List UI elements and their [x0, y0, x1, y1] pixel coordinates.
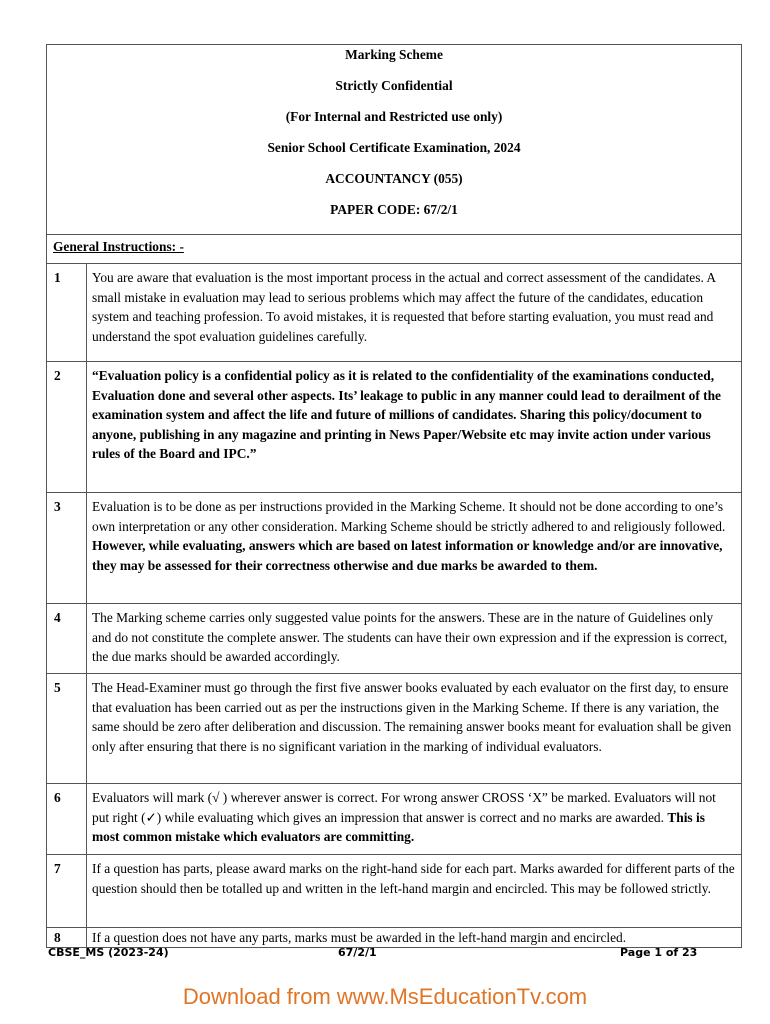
footer-center: 67/2/1	[338, 946, 377, 959]
instruction-row	[47, 604, 741, 674]
header-exam: Senior School Certificate Examination, 2024	[267, 140, 521, 155]
instruction-number: 5	[47, 674, 87, 783]
footer-left: CBSE_MS (2023-24)	[48, 946, 169, 959]
instruction-text: You are aware that evaluation is the most important process in the actual and correct assessment of the candidates. A small mistake in evaluation may lead to serious problems which may affect the future of the candidates, education system and teaching profession. To avoid mistakes, it is requested that before starting evaluation, you must read and understand the spot evaluation guidelines carefully.	[92, 270, 716, 344]
instruction-row	[47, 362, 741, 493]
general-instructions-heading: General Instructions: -	[47, 235, 741, 264]
header-subject: ACCOUNTANCY (055)	[325, 171, 463, 186]
instruction-text: The Marking scheme carries only suggested value points for the answers. These are in the nature of Guidelines only and do not constitute the complete answer. The students can have their own expression and if the expression is correct, the due marks should be awarded accordingly.	[92, 610, 728, 665]
instruction-number: 7	[47, 855, 87, 927]
instruction-text: The Head-Examiner must go through the first five answer books evaluated by each evaluator on the first day, to ensure that evaluation has been carried out as per the instructions given in the Marking Scheme. If there is any variation, the same should be zero after deliberation and discussion. The remaining answer books meant for evaluation shall be given only after ensuring that there is no significant variation in the marking of individual evaluators.	[92, 680, 732, 754]
instruction-text: If a question has parts, please award marks on the right-hand side for each part. Marks awarded for different parts of the question should then be totalled up and written in the left-hand margin and encircled. This may be followed strictly.	[92, 861, 735, 896]
instruction-number: 6	[47, 784, 87, 854]
header-confidential: Strictly Confidential	[335, 78, 453, 93]
instruction-number: 8	[47, 928, 87, 947]
instruction-row	[47, 674, 741, 784]
instruction-row	[47, 264, 741, 362]
instruction-row	[47, 784, 741, 855]
instruction-number: 2	[47, 362, 87, 492]
marking-scheme-table	[46, 44, 742, 948]
instruction-number: 3	[47, 493, 87, 603]
instruction-text: Evaluators will mark (√ ) wherever answer is correct. For wrong answer CROSS ‘X” be marked. Evaluators will not put right (✓) while evaluating which gives an impression that answer is correct and no marks are awarded. This is most common mistake which evaluators are committing.	[92, 790, 716, 845]
instruction-row	[47, 855, 741, 928]
header-restricted: (For Internal and Restricted use only)	[285, 109, 503, 124]
instruction-text: “Evaluation policy is a confidential policy as it is related to the confidentiality of the examinations conducted, Evaluation done and several other aspects. Its’ leakage to public in any manner could lead to derailment of the examination system and affect the life and future of millions of candidates. Sharing this policy/document to anyone, publishing in any magazine and printing in News Paper/Website etc may invite action under various rules of the Board and IPC.”	[92, 368, 721, 462]
instruction-row	[47, 928, 741, 948]
download-link[interactable]: Download from www.MsEducationTv.com	[182, 984, 588, 1009]
footer-page-number: Page 1 of 23	[620, 946, 698, 959]
document-header	[47, 45, 741, 235]
header-title: Marking Scheme	[345, 47, 443, 62]
header-paper-code: PAPER CODE: 67/2/1	[330, 202, 458, 217]
instruction-text: If a question does not have any parts, marks must be awarded in the left-hand margin and encircled.	[92, 930, 627, 945]
instruction-row	[47, 493, 741, 604]
instruction-number: 1	[47, 264, 87, 361]
instruction-number: 4	[47, 604, 87, 673]
instruction-text: Evaluation is to be done as per instructions provided in the Marking Scheme. It should not be done according to one’s own interpretation or any other consideration. Marking Scheme should be strictly adhered to and religiously followed. However, while evaluating, answers which are based on latest information or knowledge and/or are innovative, they may be assessed for their correctness otherwise and due marks be awarded to them.	[92, 499, 726, 573]
page-footer	[46, 946, 740, 966]
